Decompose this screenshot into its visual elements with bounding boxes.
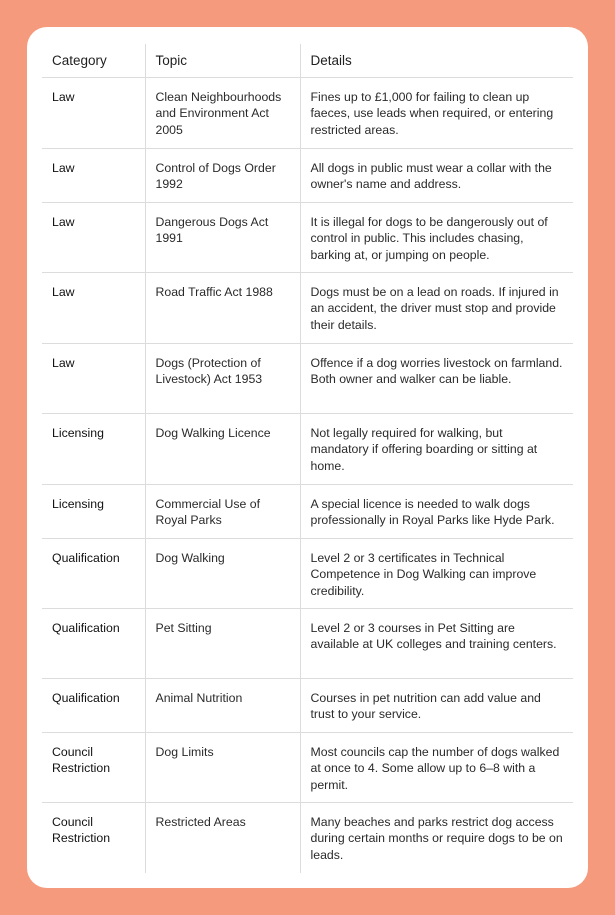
table-row — [42, 414, 573, 485]
topic-cell: Clean Neighbourhoods and Environment Act 2005 — [145, 78, 300, 149]
details-cell: A special licence is needed to walk dogs professionally in Royal Parks like Hyde Park. — [300, 485, 573, 539]
table-row — [42, 203, 573, 273]
category-cell: Law — [42, 273, 145, 344]
topic-cell: Animal Nutrition — [145, 679, 300, 733]
category-cell: Licensing — [42, 485, 145, 539]
topic-cell: Commercial Use of Royal Parks — [145, 485, 300, 539]
category-cell: Qualification — [42, 539, 145, 609]
table-row — [42, 803, 573, 873]
details-cell: Dogs must be on a lead on roads. If injured in an accident, the driver must stop and provide their details. — [300, 273, 573, 344]
header-details: Details — [300, 44, 573, 78]
table-row — [42, 344, 573, 414]
topic-cell: Restricted Areas — [145, 803, 300, 873]
table-row — [42, 149, 573, 203]
details-cell: Offence if a dog worries livestock on farmland. Both owner and walker can be liable. — [300, 344, 573, 414]
details-cell: Fines up to £1,000 for failing to clean up faeces, use leads when required, or entering restricted areas. — [300, 78, 573, 149]
category-cell: Law — [42, 149, 145, 203]
table-row — [42, 273, 573, 344]
category-cell: Council Restriction — [52, 815, 111, 846]
details-cell: Courses in pet nutrition can add value and trust to your service. — [300, 679, 573, 733]
category-cell: Council Restriction — [42, 733, 145, 803]
table-row — [42, 485, 573, 539]
header-topic: Topic — [145, 44, 300, 78]
details-cell: Level 2 or 3 courses in Pet Sitting are available at UK colleges and training centers. — [300, 609, 573, 679]
topic-cell: Road Traffic Act 1988 — [145, 273, 300, 344]
header-category: Category — [42, 44, 145, 78]
topic-cell: Dog Walking Licence — [145, 414, 300, 485]
table-row — [42, 733, 573, 803]
table-row — [42, 78, 573, 149]
category-cell: Law — [42, 78, 145, 149]
topic-cell: Control of Dogs Order 1992 — [145, 149, 300, 203]
table-row — [42, 679, 573, 733]
details-cell: All dogs in public must wear a collar with the owner's name and address. — [300, 149, 573, 203]
topic-cell: Dog Limits — [145, 733, 300, 803]
category-cell: Qualification — [42, 609, 145, 679]
category-cell: Law — [42, 344, 145, 414]
regulations-card — [27, 27, 588, 888]
details-cell: Most councils cap the number of dogs walked at once to 4. Some allow up to 6–8 with a permit. — [300, 733, 573, 803]
regulations-table — [42, 44, 573, 873]
details-cell: It is illegal for dogs to be dangerously out of control in public. This includes chasing, barking at, or jumping on people. — [300, 203, 573, 273]
category-cell: Law — [42, 203, 145, 273]
topic-cell: Dogs (Protection of Livestock) Act 1953 — [145, 344, 300, 414]
topic-cell: Dog Walking — [145, 539, 300, 609]
details-cell: Not legally required for walking, but mandatory if offering boarding or sitting at home. — [300, 414, 573, 485]
topic-cell: Dangerous Dogs Act 1991 — [145, 203, 300, 273]
table-row — [42, 539, 573, 609]
category-cell: Licensing — [42, 414, 145, 485]
topic-cell: Pet Sitting — [145, 609, 300, 679]
table-row — [42, 609, 573, 679]
details-cell: Level 2 or 3 certificates in Technical Competence in Dog Walking can improve credibility. — [300, 539, 573, 609]
details-cell: Many beaches and parks restrict dog access during certain months or require dogs to be on leads. — [300, 803, 573, 873]
category-cell: Qualification — [42, 679, 145, 733]
table-header-row — [42, 44, 573, 78]
